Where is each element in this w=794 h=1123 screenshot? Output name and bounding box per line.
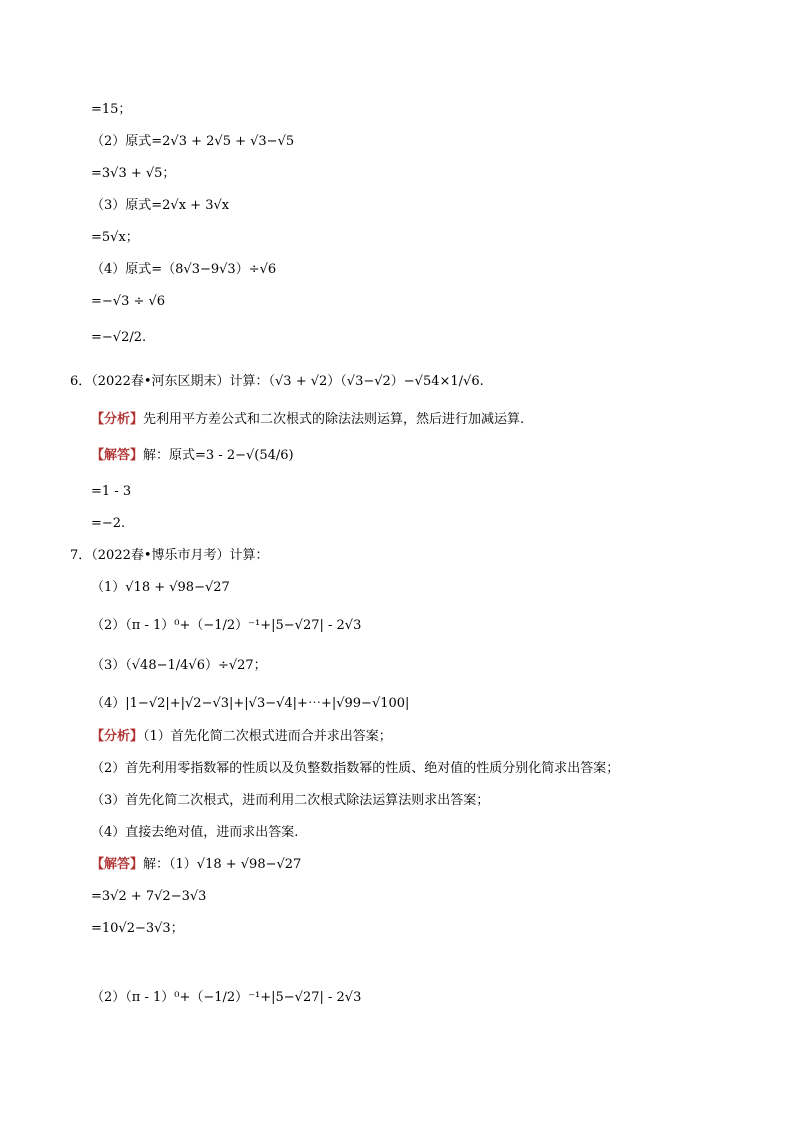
step-text: =−2. [91,516,126,531]
step-line [91,164,175,184]
question-text: 6．（2022春•河东区期末）计算：（√3 + √2）（√3−√2）−√54×1/√6. [70,374,484,389]
step-text: =1 - 3 [91,484,132,499]
analysis-text: （4）直接去绝对值，进而求出答案. [91,825,299,840]
subquestion-text: （4）|1−√2|+|√2−√3|+|√3−√4|+⋯+|√99−√100| [91,696,410,711]
analysis-text: 先利用平方差公式和二次根式的除法法则运算，然后进行加减运算. [143,412,525,427]
step-line [91,919,184,939]
question-6 [70,372,484,392]
step-text: （2）原式=2√3 + 2√5 + √3−√5 [91,134,295,149]
analysis-line [91,791,489,811]
step-text: =−√3 ÷ √6 [91,294,166,309]
solution-line [91,446,294,466]
analysis-label: 【分析】 [91,412,144,427]
subquestion-text: （3）（√48−1/4√6）÷√27； [91,658,267,673]
analysis-text: （3）首先化简二次根式，进而利用二次根式除法运算法则求出答案； [91,793,490,808]
solution-label: 【解答】 [91,857,144,872]
step-line [91,887,206,907]
question-7 [70,546,269,566]
analysis-line [91,759,619,779]
analysis-label: 【分析】 [91,729,144,744]
step-text: =3√2 + 7√2−3√3 [91,889,207,904]
step-text: （2）（π - 1）⁰+（−1/2）⁻¹+|5−√27| - 2√3 [91,990,362,1005]
analysis-line [91,823,298,843]
step-line [91,328,146,348]
step-text: （4）原式=（8√3−9√3）÷√6 [91,262,277,277]
step-line [91,482,131,502]
subquestion-text: （1）√18 + √98−√27 [91,580,230,595]
step-text: =10√2−3√3； [91,921,184,936]
solution-text: 解：原式=3 - 2−√(54/6) [143,448,294,463]
subquestion [91,656,267,676]
step-line [91,292,165,312]
step-text: =3√3 + √5； [91,166,176,181]
analysis-text: （2）首先利用零指数幂的性质以及负整数指数幂的性质、绝对值的性质分别化简求出答案； [91,761,620,776]
step-line [91,988,361,1008]
step-line [91,514,125,534]
step-line [91,196,229,216]
step-text: =5√x； [91,230,139,245]
question-text: 7．（2022春•博乐市月考）计算： [70,548,269,563]
subquestion-text: （2）（π - 1）⁰+（−1/2）⁻¹+|5−√27| - 2√3 [91,618,362,633]
analysis-line [91,410,524,430]
solution-line [91,855,301,875]
analysis-text: （1）首先化简二次根式进而合并求出答案； [143,729,392,744]
step-text: =−√2/2. [91,330,147,345]
step-text: =15； [91,102,132,117]
step-line [91,260,276,280]
step-text: （3）原式=2√x + 3√x [91,198,230,213]
step-line [91,132,294,152]
subquestion [91,616,361,636]
step-line [91,228,139,248]
step-line [91,100,131,120]
subquestion [91,578,230,598]
solution-text: 解：（1）√18 + √98−√27 [143,857,302,872]
analysis-line [91,727,392,747]
subquestion [91,694,409,714]
solution-label: 【解答】 [91,448,144,463]
